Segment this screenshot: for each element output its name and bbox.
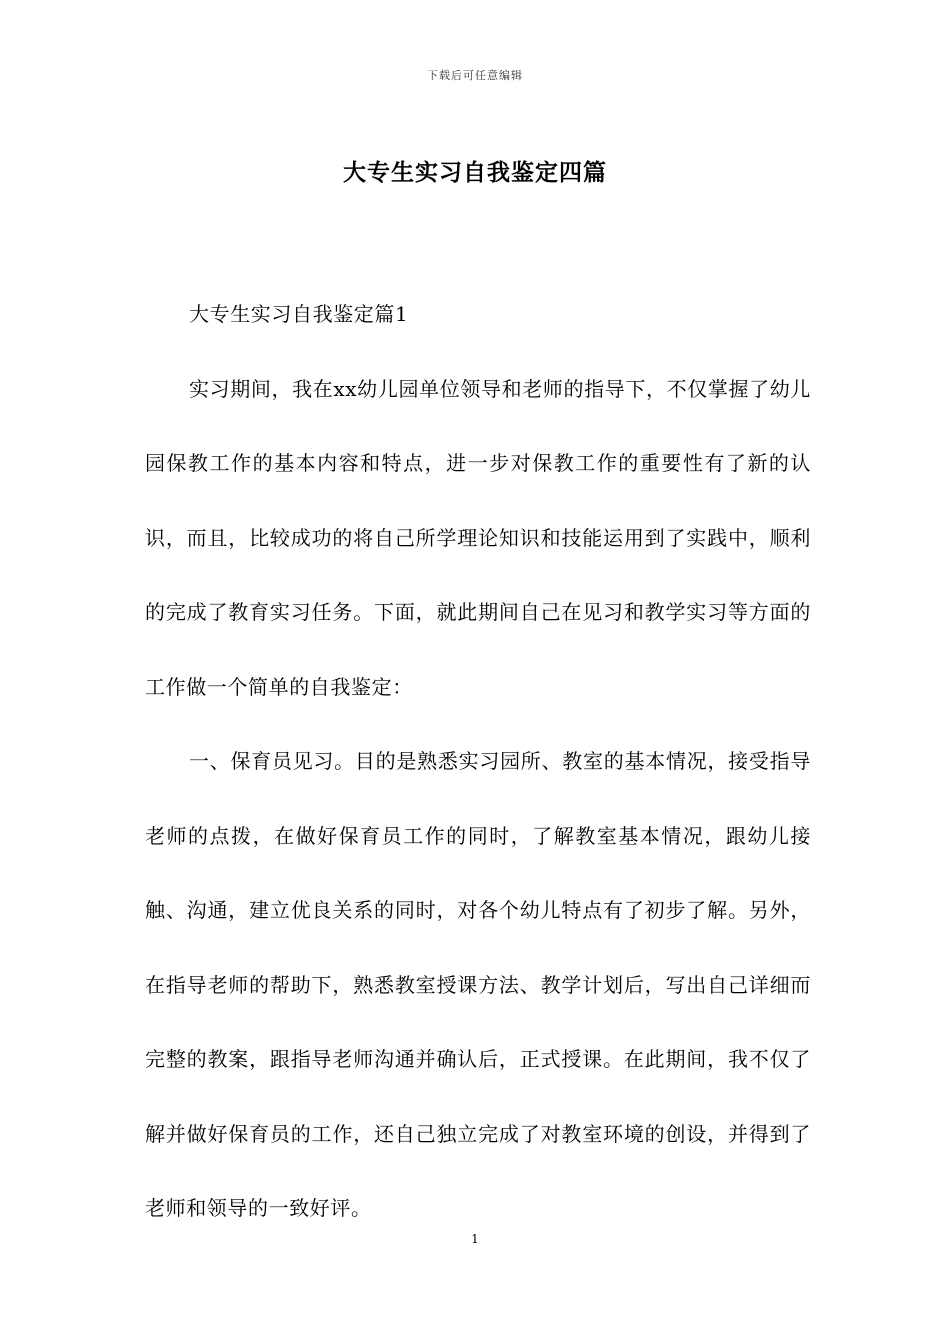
document-body [145, 277, 811, 1246]
page-header-note: 下载后可任意编辑 [427, 69, 523, 82]
section-heading: 大专生实习自我鉴定篇1 [189, 302, 409, 326]
paragraph-internship-intro: 实习期间，我在xx幼儿园单位领导和老师的指导下，不仅掌握了幼儿园保教工作的基本内容和特点，进一步对保教工作的重要性有了新的认识，而且，比较成功的将自己所学理论知识和技能运用到了实践中，顺利的完成了教育实习任务。下面，就此期间自己在见习和教学实习等方面的工作做一个简单的自我鉴定： [145, 376, 811, 699]
paragraph-nursery-observation: 一、保育员见习。目的是熟悉实习园所、教室的基本情况，接受指导老师的点拨，在做好保育员工作的同时，了解教室基本情况，跟幼儿接触、沟通，建立优良关系的同时，对各个幼儿特点有了初步了解。另外，在指导老师的帮助下，熟悉教室授课方法、教学计划后，写出自己详细而完整的教案，跟指导老师沟通并确认后，正式授课。在此期间，我不仅了解并做好保育员的工作，还自己独立完成了对教室环境的创设，并得到了老师和领导的一致好评。 [145, 749, 811, 1220]
document-title: 大专生实习自我鉴定四篇 [343, 159, 607, 186]
page-number: 1 [471, 1232, 479, 1246]
